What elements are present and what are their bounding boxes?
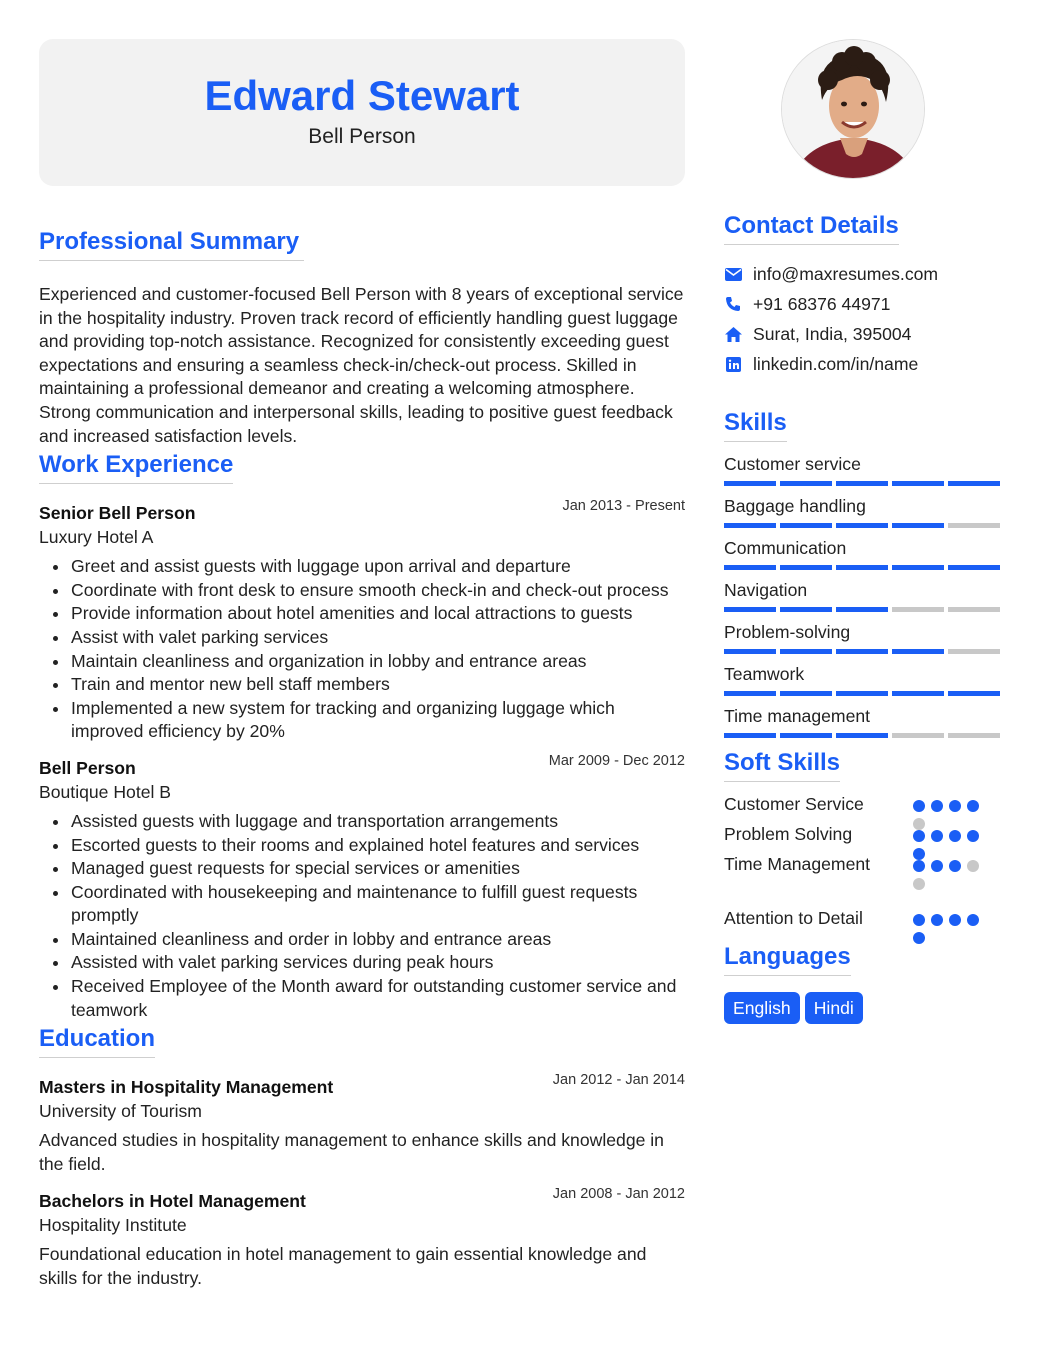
- skill-bar-filled: [724, 733, 776, 738]
- contact-heading: Contact Details: [724, 211, 899, 245]
- contact-email-text: info@maxresumes.com: [753, 263, 939, 284]
- rating-dot-filled: [913, 800, 925, 812]
- skill-item: [724, 578, 1000, 612]
- job-title: Senior Bell Person: [39, 503, 196, 524]
- envelope-icon: [724, 265, 742, 283]
- bullet-item: Assisted with valet parking services during peak hours: [39, 951, 685, 975]
- skill-item: [724, 662, 1000, 696]
- skill-level-bar: [724, 607, 1000, 612]
- soft-skill-name: Time Management: [724, 854, 871, 874]
- soft-skill-name: Attention to Detail: [724, 908, 863, 928]
- rating-dot-filled: [913, 932, 925, 944]
- skill-bar-filled: [892, 649, 944, 654]
- skill-bar-filled: [724, 649, 776, 654]
- skill-bar-filled: [836, 481, 888, 486]
- skill-name: Baggage handling: [724, 496, 866, 516]
- skill-bar-filled: [724, 607, 776, 612]
- skill-bar-filled: [892, 523, 944, 528]
- summary-heading: Professional Summary: [39, 227, 304, 261]
- skill-name: Navigation: [724, 580, 808, 600]
- skill-level-bar: [724, 565, 1000, 570]
- contact-list: [724, 259, 1000, 379]
- soft-skill-item: [724, 822, 1000, 852]
- profile-photo: [781, 39, 925, 179]
- skill-bar-filled: [780, 481, 832, 486]
- skill-name: Time management: [724, 706, 871, 726]
- bullet-item: Maintained cleanliness and order in lobby and entrance areas: [39, 928, 685, 952]
- skill-bar-filled: [948, 481, 1000, 486]
- rating-dot-filled: [967, 830, 979, 842]
- contact-linkedin-text: linkedin.com/in/name: [753, 353, 919, 374]
- soft-skill-name: Problem Solving: [724, 824, 853, 844]
- skill-item: [724, 536, 1000, 570]
- contact-address: [724, 319, 1000, 349]
- job-entry: [39, 498, 685, 744]
- languages-heading: Languages: [724, 942, 851, 976]
- skill-item: [724, 452, 1000, 486]
- rating-dot-filled: [931, 830, 943, 842]
- bullet-item: Provide information about hotel amenities and local attractions to guests: [39, 602, 685, 626]
- rating-dot-filled: [949, 914, 961, 926]
- skill-bar-filled: [724, 481, 776, 486]
- bullet-item: Coordinated with housekeeping and maintenance to fulfill guest requests promptly: [39, 881, 685, 928]
- contact-address-text: Surat, India, 395004: [753, 323, 912, 344]
- degree-title: Masters in Hospitality Management: [39, 1077, 334, 1098]
- skill-name: Communication: [724, 538, 847, 558]
- soft-skill-item: [724, 906, 1000, 936]
- skills-list: [724, 452, 1000, 738]
- languages-list: [724, 992, 1000, 1024]
- rating-dot-filled: [949, 830, 961, 842]
- skill-bar-filled: [948, 565, 1000, 570]
- main-column: [39, 39, 685, 1291]
- bullet-item: Implemented a new system for tracking and organizing luggage which improved efficiency by 20%: [39, 697, 685, 744]
- bullet-item: Received Employee of the Month award for outstanding customer service and teamwork: [39, 975, 685, 1022]
- skills-heading: Skills: [724, 408, 787, 442]
- skill-bar-filled: [836, 691, 888, 696]
- header-card: [39, 39, 685, 186]
- skill-name: Customer service: [724, 454, 861, 474]
- skill-bar-empty: [892, 733, 944, 738]
- education-entry: [39, 1072, 685, 1176]
- school-name: Hospitality Institute: [39, 1215, 187, 1236]
- rating-dot-filled: [913, 860, 925, 872]
- skill-bar-filled: [892, 481, 944, 486]
- job-date: Mar 2009 - Dec 2012: [548, 752, 685, 769]
- skill-bar-filled: [780, 649, 832, 654]
- rating-dot-filled: [949, 800, 961, 812]
- bullet-item: Coordinate with front desk to ensure smooth check-in and check-out process: [39, 579, 685, 603]
- soft-skill-item: [724, 792, 1000, 822]
- skill-item: [724, 494, 1000, 528]
- skill-bar-filled: [780, 607, 832, 612]
- skill-bar-filled: [836, 565, 888, 570]
- skill-bar-filled: [780, 523, 832, 528]
- bullet-item: Greet and assist guests with luggage upon arrival and departure: [39, 555, 685, 579]
- skill-bar-filled: [836, 523, 888, 528]
- phone-icon: [724, 295, 742, 313]
- sidebar-column: [724, 39, 1000, 1024]
- skill-bar-filled: [836, 733, 888, 738]
- skill-name: Teamwork: [724, 664, 805, 684]
- rating-dot-filled: [931, 860, 943, 872]
- soft-skills-list: [724, 792, 1000, 936]
- skill-level-bar: [724, 691, 1000, 696]
- skill-bar-filled: [892, 691, 944, 696]
- job-bullets: [39, 555, 685, 744]
- job-company: Boutique Hotel B: [39, 781, 172, 802]
- education-heading: Education: [39, 1024, 155, 1058]
- job-entry: [39, 752, 685, 1022]
- job-date: Jan 2013 - Present: [562, 498, 685, 515]
- skill-bar-filled: [892, 565, 944, 570]
- skill-name: Problem-solving: [724, 622, 851, 642]
- bullet-item: Assist with valet parking services: [39, 626, 685, 650]
- job-company: Luxury Hotel A: [39, 527, 154, 548]
- contact-email[interactable]: [724, 259, 1000, 289]
- soft-skill-name: Customer Service: [724, 794, 864, 814]
- skill-bar-filled: [836, 649, 888, 654]
- job-bullets: [39, 810, 685, 1022]
- skill-level-bar: [724, 733, 1000, 738]
- soft-skills-heading: Soft Skills: [724, 748, 840, 782]
- skill-bar-filled: [780, 565, 832, 570]
- candidate-name: Edward Stewart: [204, 72, 520, 119]
- skill-bar-filled: [836, 607, 888, 612]
- skill-item: [724, 704, 1000, 738]
- skill-bar-filled: [780, 733, 832, 738]
- language-tag: Hindi: [805, 992, 863, 1024]
- rating-dot-filled: [931, 800, 943, 812]
- skill-bar-filled: [948, 691, 1000, 696]
- contact-phone[interactable]: [724, 289, 1000, 319]
- language-tag: English: [724, 992, 800, 1024]
- education-entry: [39, 1186, 685, 1290]
- education-date: Jan 2012 - Jan 2014: [552, 1072, 685, 1089]
- skill-bar-empty: [948, 733, 1000, 738]
- school-name: University of Tourism: [39, 1101, 202, 1122]
- rating-dot-filled: [967, 914, 979, 926]
- summary-text: Experienced and customer-focused Bell Person with 8 years of exceptional service in the hospitality industry. Proven track record of efficiently handling guest luggage and providing top-notch assistance. Recognized for consistently exceeding guest expectations and ensuring a seamless check-in/check-out process. Skilled in maintaining a professional demeanor and creating a welcoming atmosphere. Strong communication and interpersonal skills, leading to positive guest feedback and increased satisfaction levels.: [39, 284, 684, 446]
- candidate-role: Bell Person: [308, 125, 416, 148]
- rating-dot-filled: [967, 800, 979, 812]
- skill-level-bar: [724, 481, 1000, 486]
- skill-bar-filled: [724, 523, 776, 528]
- home-icon: [724, 325, 742, 343]
- skill-item: [724, 620, 1000, 654]
- skill-bar-filled: [724, 691, 776, 696]
- bullet-item: Train and mentor new bell staff members: [39, 673, 685, 697]
- degree-title: Bachelors in Hotel Management: [39, 1191, 306, 1212]
- skill-level-bar: [724, 523, 1000, 528]
- education-description: Foundational education in hotel management to gain essential knowledge and skills for the industry.: [39, 1244, 647, 1289]
- linkedin-icon: [724, 355, 742, 373]
- rating-dot-empty: [913, 878, 925, 890]
- job-title: Bell Person: [39, 757, 136, 778]
- experience-heading: Work Experience: [39, 450, 233, 484]
- skill-bar-empty: [948, 649, 1000, 654]
- contact-phone-text: +91 68376 44971: [753, 293, 891, 314]
- skill-bar-empty: [948, 523, 1000, 528]
- skill-bar-filled: [780, 691, 832, 696]
- soft-skill-item: [724, 852, 1000, 906]
- rating-dot-filled: [931, 914, 943, 926]
- bullet-item: Managed guest requests for special services or amenities: [39, 857, 685, 881]
- rating-dot-empty: [967, 860, 979, 872]
- bullet-item: Maintain cleanliness and organization in lobby and entrance areas: [39, 650, 685, 674]
- bullet-item: Escorted guests to their rooms and explained hotel features and services: [39, 834, 685, 858]
- rating-dot-filled: [913, 914, 925, 926]
- contact-linkedin[interactable]: [724, 349, 1000, 379]
- education-date: Jan 2008 - Jan 2012: [552, 1186, 685, 1203]
- rating-dot-filled: [913, 830, 925, 842]
- skill-bar-empty: [948, 607, 1000, 612]
- soft-skill-rating: [913, 914, 989, 944]
- education-description: Advanced studies in hospitality management to enhance skills and knowledge in the field.: [39, 1130, 664, 1174]
- skill-level-bar: [724, 649, 1000, 654]
- rating-dot-filled: [949, 860, 961, 872]
- skill-bar-filled: [724, 565, 776, 570]
- skill-bar-empty: [892, 607, 944, 612]
- soft-skill-rating: [913, 860, 989, 890]
- bullet-item: Assisted guests with luggage and transportation arrangements: [39, 810, 685, 834]
